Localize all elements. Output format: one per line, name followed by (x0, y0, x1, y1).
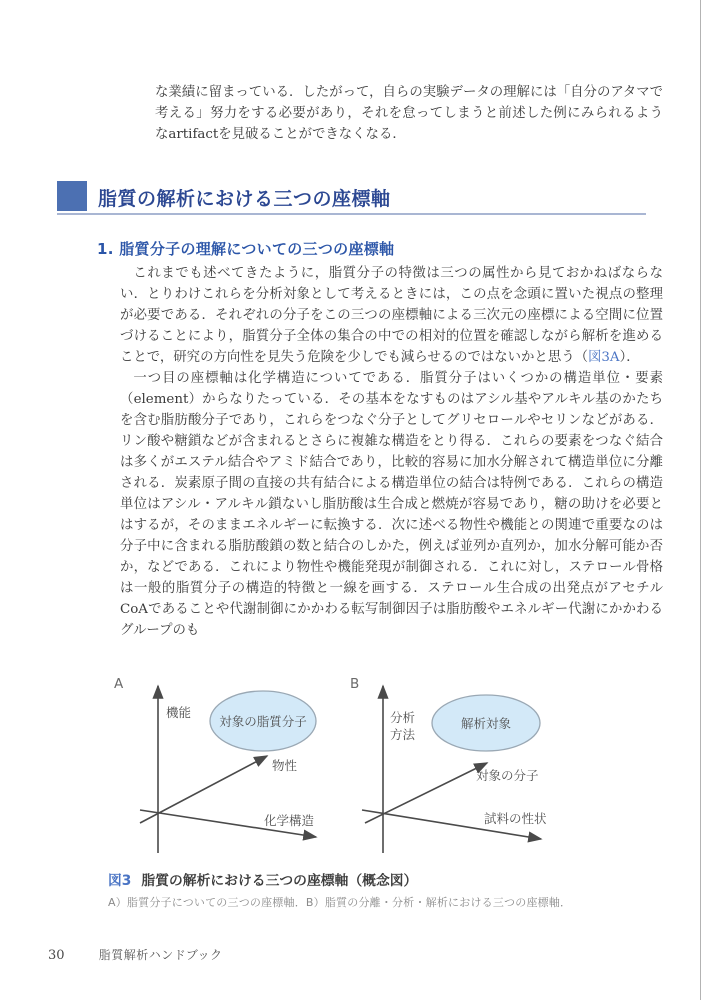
figure-3-panel-b (338, 670, 568, 868)
figure-3a-reference[interactable]: 図3A (588, 350, 620, 365)
body-paragraph-1 (120, 263, 663, 368)
paragraph-1-text: これまでも述べてきたように，脂質分子の特徴は三つの属性から見ておかねばならない．とりわけこれらを分析対象として考えるときには，この点を念頭に置いた視点の整理が必要である．それぞれの分子をこの三つの座標軸による三次元の座標による空間に位置づけることにより，脂質分子全体の集合の中での相対的位置を確認しながら解析を進めることで，研究の方向性を見失う危険を少しでも減らせるのではないかと思う（ (120, 266, 663, 365)
panel-b-y-axis-label-line2: 方法 (390, 727, 416, 742)
panel-a-diagonal-axis-label: 物性 (272, 758, 298, 773)
panel-a-x-axis-label: 化学構造 (264, 813, 315, 828)
page-edge-line (700, 0, 701, 1000)
figure-3-caption-number: 図3 (108, 873, 132, 889)
intro-paragraph: な業績に留まっている．したがって，自らの実験データの理解には「自分のアタマで考える」努力をする必要があり，それを怠ってしまうと前述した例にみられるようなartifactを見破ることができなくなる． (155, 85, 663, 142)
figure-3-diagram (0, 670, 708, 868)
subsection-title: 1. 脂質分子の理解についての三つの座標軸 (97, 240, 395, 258)
panel-b-y-axis-label-line1: 分析 (390, 710, 416, 725)
panel-a-label: A (114, 676, 124, 692)
panel-b-x-axis-label: 試料の性状 (484, 811, 547, 826)
section-marker-square (57, 181, 87, 211)
page-footer (48, 946, 223, 963)
panel-a-y-axis-label: 機能 (166, 705, 192, 720)
panel-b-diagonal-axis-label: 対象の分子 (476, 768, 539, 783)
figure-3-panel-a (106, 670, 346, 868)
paragraph-1-closing: ）． (619, 350, 640, 365)
figure-3-caption-title (108, 869, 668, 889)
book-title: 脂質解析ハンドブック (98, 948, 223, 962)
figure-3-caption-subtext: A）脂質分子についての三つの座標軸．B）脂質の分離・分析・解析における三つの座標軸． (108, 896, 572, 909)
body-paragraph-2: 一つ目の座標軸は化学構造についてである．脂質分子はいくつかの構造単位・要素（element）からなりたっている．その基本をなすものはアシル基やアルキル基のかたちを含む脂肪酸分子であり，これらをつなぐ分子としてグリセロールやセリンなどがある．リン酸や糖鎖などが含まれるとさらに複雑な構造をとり得る．これらの要素をつなぐ結合は多くがエステル結合やアミド結合であり，比較的容易に加水分解されて構造単位に分離される．炭素原子間の直接の共有結合による構造単位の結合は特例である．これらの構造単位はアシル・アルキル鎖ないし脂肪酸は生合成と燃焼が容易であり，糖の助けを必要とはするが，そのままエネルギーに転換する．次に述べる物性や機能との関連で重要なのは分子中に含まれる脂肪酸鎖の数と結合のしかた，例えば並列か直列か，加水分解可能か否か，などである．これにより物性や機能発現が制御される．これに対し，ステロール骨格は一般的脂質分子の構造的特徴と一線を画する．ステロール生合成の出発点がアセチルCoAであることや代謝制御にかかわる転写制御因子は脂肪酸やエネルギー代謝にかかわるグループのも (120, 371, 663, 638)
section-title: 脂質の解析における三つの座標軸 (98, 187, 391, 210)
panel-b-label: B (350, 676, 360, 692)
section-header (57, 181, 646, 215)
panel-b-ellipse-label: 解析対象 (460, 716, 512, 731)
body-text (120, 263, 663, 641)
figure-3-caption-text: 脂質の解析における三つの座標軸（概念図） (141, 873, 418, 889)
page-number: 30 (48, 948, 65, 963)
panel-a-ellipse-label: 対象の脂質分子 (219, 714, 307, 729)
figure-3-caption (108, 869, 668, 910)
